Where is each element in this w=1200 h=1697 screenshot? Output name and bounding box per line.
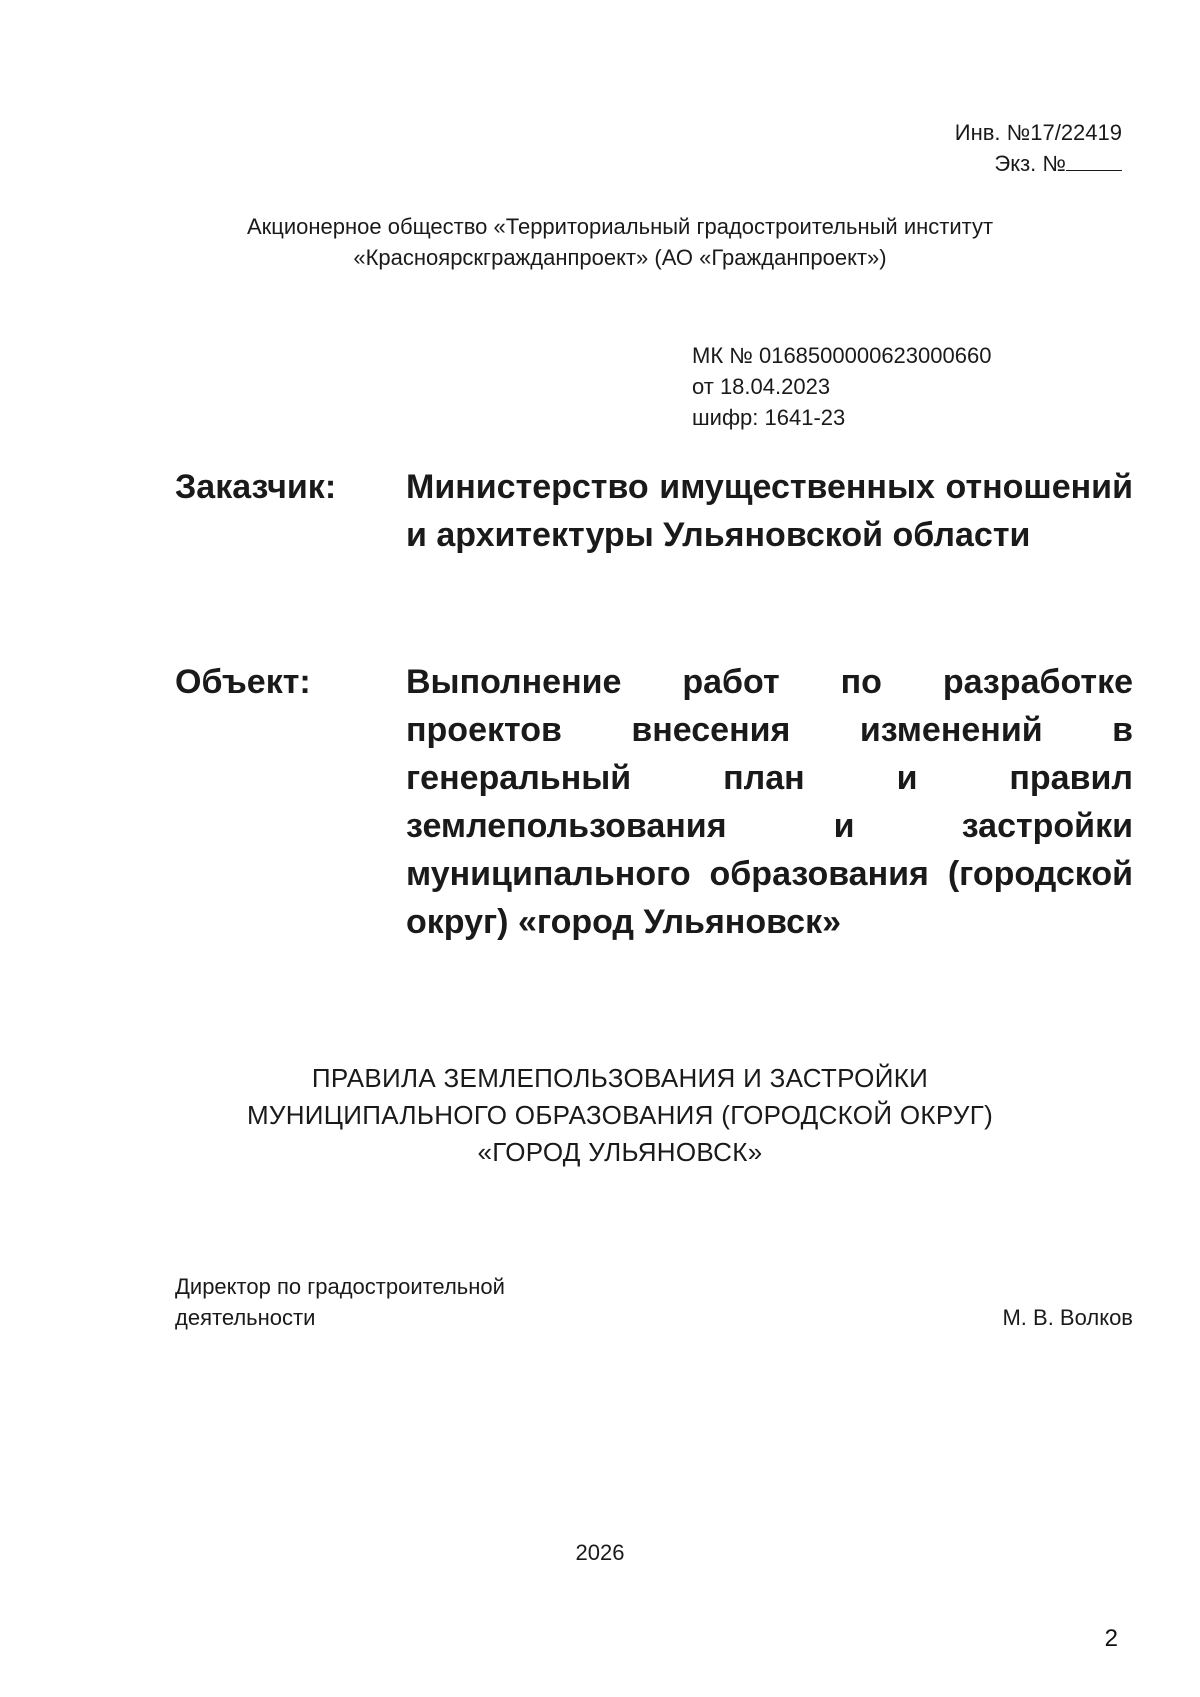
inventory-block xyxy=(722,117,1122,179)
customer-label: Заказчик: xyxy=(175,468,337,506)
document-title-line-3: «ГОРОД УЛЬЯНОВСК» xyxy=(477,1137,763,1167)
contract-code: шифр: 1641-23 xyxy=(692,405,846,430)
object-value: Выполнение работ по разработке проектов внесения изменений в генеральный план и правил землепользования и застройки муниципального образования (городской округ) «город Ульяновск» xyxy=(406,663,1133,941)
organization-line-1: Акционерное общество «Территориальный градостроительный институт xyxy=(246,214,994,239)
object-label: Объект: xyxy=(175,663,311,701)
copy-number xyxy=(722,148,1122,179)
page-number: 2 xyxy=(1104,1625,1118,1652)
contract-block xyxy=(692,340,1112,433)
copy-label: Экз. № xyxy=(994,151,1066,176)
copy-blank-line xyxy=(1066,149,1122,171)
inventory-number: Инв. №17/22419 xyxy=(954,120,1122,145)
customer-value: Министерство имущественных отношений и архитектуры Ульяновской области xyxy=(406,468,1133,554)
document-title-line-2: МУНИЦИПАЛЬНОГО ОБРАЗОВАНИЯ (ГОРОДСКОЙ ОКРУГ) xyxy=(246,1100,994,1130)
signatory-position-line-2: деятельности xyxy=(175,1305,316,1330)
signatory-name: М. В. Волков xyxy=(1002,1305,1133,1330)
object-section xyxy=(175,658,1133,946)
document-title-line-1: ПРАВИЛА ЗЕМЛЕПОЛЬЗОВАНИЯ И ЗАСТРОЙКИ xyxy=(311,1063,929,1093)
signature-block xyxy=(175,1271,1133,1333)
document-title xyxy=(120,1060,1120,1171)
contract-number: МК № 0168500000623000660 xyxy=(692,343,992,368)
organization-line-2: «Красноярскгражданпроект» (АО «Гражданпроект») xyxy=(353,245,887,270)
contract-date: от 18.04.2023 xyxy=(692,374,831,399)
organization-name xyxy=(120,211,1120,273)
signatory-position xyxy=(175,1271,505,1333)
signatory-position-line-1: Директор по градостроительной xyxy=(175,1274,505,1299)
document-year: 2026 xyxy=(575,1540,625,1565)
customer-section xyxy=(175,463,1133,559)
